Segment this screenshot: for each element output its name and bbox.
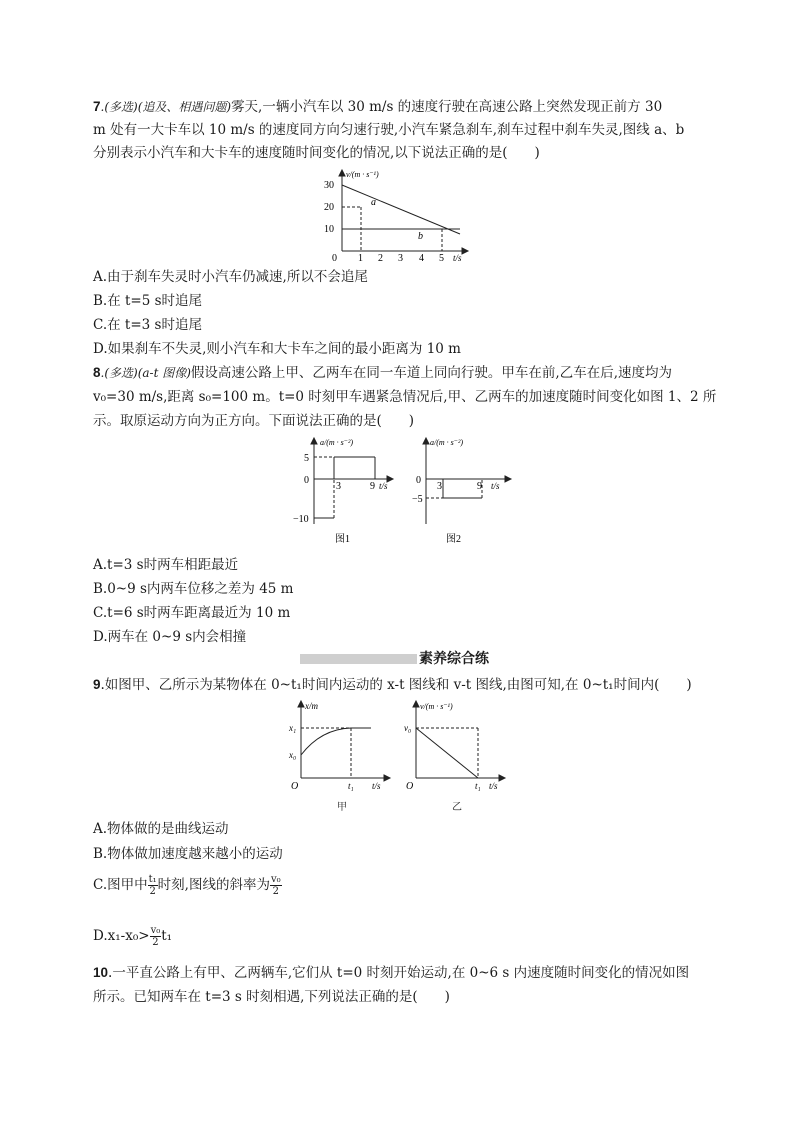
q7-y-arrow: [339, 170, 345, 176]
q8-fig2-ytick-neg5: −5: [412, 494, 423, 505]
q8-line1: [93, 364, 672, 382]
q8-option-c: C.t=6 s时两车距离最近为 10 m: [93, 605, 291, 621]
q9-figA-curve: [301, 728, 371, 755]
q9-optc-mid: 时刻,图线的斜率为: [157, 877, 270, 893]
q9-optc-frac2: [270, 874, 282, 897]
q9-text: .如图甲、乙所示为某物体在 0~t₁时间内运动的 x-t 图线和 v-t 图线,由图可知,在 0~t₁时间内( ): [100, 677, 692, 693]
q8-option-d: D.两车在 0~9 s内会相撞: [93, 629, 247, 645]
q7-ytick-30: 30: [324, 180, 334, 191]
q7-line1: [93, 98, 662, 116]
q9-figA-x0: x₀: [289, 750, 297, 760]
q8-fig1-xlabel: t/s: [379, 481, 388, 491]
q9-figA-caption-text: 甲: [337, 802, 347, 813]
q8-option-a: A.t=3 s时两车相距最近: [93, 557, 239, 573]
q9-figA-ylabel: x/m: [305, 701, 318, 711]
q8-number: 8: [93, 365, 101, 380]
q9-optd-frac-top: v₀: [150, 925, 161, 936]
q9-optc-frac2-top: v₀: [270, 874, 281, 885]
q9-option-c: [93, 874, 282, 897]
q7-ylabel: v/(m · s⁻¹): [346, 170, 379, 179]
q7-label-b: b: [418, 231, 423, 242]
q8-fig1-ytick-neg10: −10: [293, 514, 309, 525]
q8-fig1-xtick-3: 3: [336, 481, 341, 492]
q7-xtick-4: 4: [419, 253, 424, 263]
q8-fig2-xlabel: t/s: [491, 481, 500, 491]
q9-figA-t1: t₁: [348, 781, 354, 791]
q8-fig1-origin: 0: [304, 475, 309, 486]
q10-number: 10: [93, 965, 109, 980]
q9-figB-v0: v₀: [404, 723, 412, 733]
q7-label-a: a: [371, 197, 376, 208]
q9-figB-line: [416, 728, 478, 778]
q8-fig1-xtick-9: 9: [370, 481, 375, 492]
q9-number: 9: [93, 677, 101, 692]
q7-ytick-10: 10: [324, 224, 334, 235]
q7-option-a: A.由于刹车失灵时小汽车仍减速,所以不会追尾: [93, 269, 368, 285]
q7-tag: .(多选)(追及、相遇问题): [100, 100, 232, 114]
q7-vt-graph: [320, 168, 470, 263]
q8-fig2-xtick-3: 3: [437, 481, 442, 492]
section-title: 素养综合练: [419, 651, 489, 667]
q8-option-b: B.0~9 s内两车位移之差为 45 m: [93, 581, 294, 597]
q8-fig1-ylabel: a/(m · s⁻²): [320, 438, 354, 447]
q8-fig2: [412, 436, 517, 546]
q7-option-b: B.在 t=5 s时追尾: [93, 293, 203, 309]
q9-option-b: B.物体做加速度越来越小的运动: [93, 846, 283, 862]
q9-optd-post: t₁: [161, 928, 173, 944]
q7-line3: 分别表示小汽车和大卡车的速度随时间变化的情况,以下说法正确的是( ): [93, 145, 540, 161]
q7-option-d: D.如果刹车不失灵,则小汽车和大卡车之间的最小距离为 10 m: [93, 341, 461, 357]
q7-option-c: C.在 t=3 s时追尾: [93, 317, 202, 333]
q9-line1: [93, 676, 692, 694]
q7-ytick-20: 20: [324, 202, 334, 213]
q9-optc-frac1-top: t₁: [148, 874, 157, 885]
q10-text-1: .一平直公路上有甲、乙两辆车,它们从 t=0 时刻开始运动,在 0~6 s 内速度随时间变化的情况如图: [108, 965, 690, 981]
q9-fig-xt: [285, 697, 395, 797]
q9-optc-frac1: [148, 874, 158, 897]
q7-line2: m 处有一大卡车以 10 m/s 的速度同方向匀速行驶,小汽车紧急刹车,刹车过程中刹车失灵,图线 a、b: [93, 122, 685, 138]
q8-text-1: 假设高速公路上甲、乙两车在同一车道上同向行驶。甲车在前,乙车在后,速度均为: [190, 365, 672, 381]
q7-number: 7: [93, 99, 101, 114]
q8-fig2-origin: 0: [416, 475, 421, 486]
q7-origin: 0: [332, 253, 337, 263]
q8-fig1-caption: 图1: [335, 534, 350, 545]
q8-line2: v₀=30 m/s,距离 s₀=100 m。t=0 时刻甲车遇紧急情况后,甲、乙两车的加速度随时间变化如图 1、2 所: [93, 389, 717, 405]
q9-option-d: [93, 925, 172, 948]
section-bar: [300, 654, 417, 664]
q9-figA-x1: x₁: [289, 723, 297, 733]
q10-line2: 所示。已知两车在 t=3 s 时刻相遇,下列说法正确的是( ): [93, 989, 450, 1005]
q9-figB-t1: t₁: [475, 781, 481, 791]
q9-option-a: A.物体做的是曲线运动: [93, 821, 229, 837]
q7-text-1: 雾天,一辆小汽车以 30 m/s 的速度行驶在高速公路上突然发现正前方 30: [231, 99, 663, 115]
q7-xtick-5: 5: [439, 253, 444, 263]
q7-xtick-1: 1: [358, 253, 363, 263]
q9-figA-origin: O: [291, 781, 299, 792]
q9-optc-pre: C.图甲中: [93, 877, 148, 893]
q9-optd-frac-bottom: 2: [152, 937, 159, 948]
q9-figB-caption-text: 乙: [452, 802, 462, 813]
q9-optc-frac2-bottom: 2: [272, 886, 279, 897]
q9-optc-frac1-bottom: 2: [149, 886, 156, 897]
q7-xlabel: t/s: [453, 253, 462, 263]
q9-optd-pre: D.x₁-x₀>: [93, 928, 150, 944]
q8-line3: 示。取原运动方向为正方向。下面说法正确的是( ): [93, 413, 415, 429]
q8-fig1: [290, 436, 395, 546]
q10-line1: [93, 964, 689, 982]
q7-xtick-2: 2: [378, 253, 383, 263]
q8-fig1-ytick-5: 5: [304, 453, 309, 464]
q9-figB-origin: O: [406, 781, 414, 792]
q7-xtick-3: 3: [398, 253, 403, 263]
q8-tag: .(多选)(a-t 图像): [100, 366, 191, 380]
q7-x-arrow: [462, 248, 468, 254]
q9-fig-vt: [400, 697, 510, 797]
q9-figB-ylabel: v/(m · s⁻¹): [420, 702, 453, 711]
q8-fig2-caption: 图2: [446, 534, 461, 545]
q9-figA-xlabel: t/s: [372, 781, 381, 791]
q9-optd-frac: [150, 925, 162, 948]
q8-fig2-xtick-9: 9: [477, 481, 482, 492]
q7-line-a: [342, 185, 460, 234]
q9-figB-xlabel: t/s: [489, 781, 498, 791]
q8-fig2-ylabel: a/(m · s⁻²): [430, 438, 464, 447]
